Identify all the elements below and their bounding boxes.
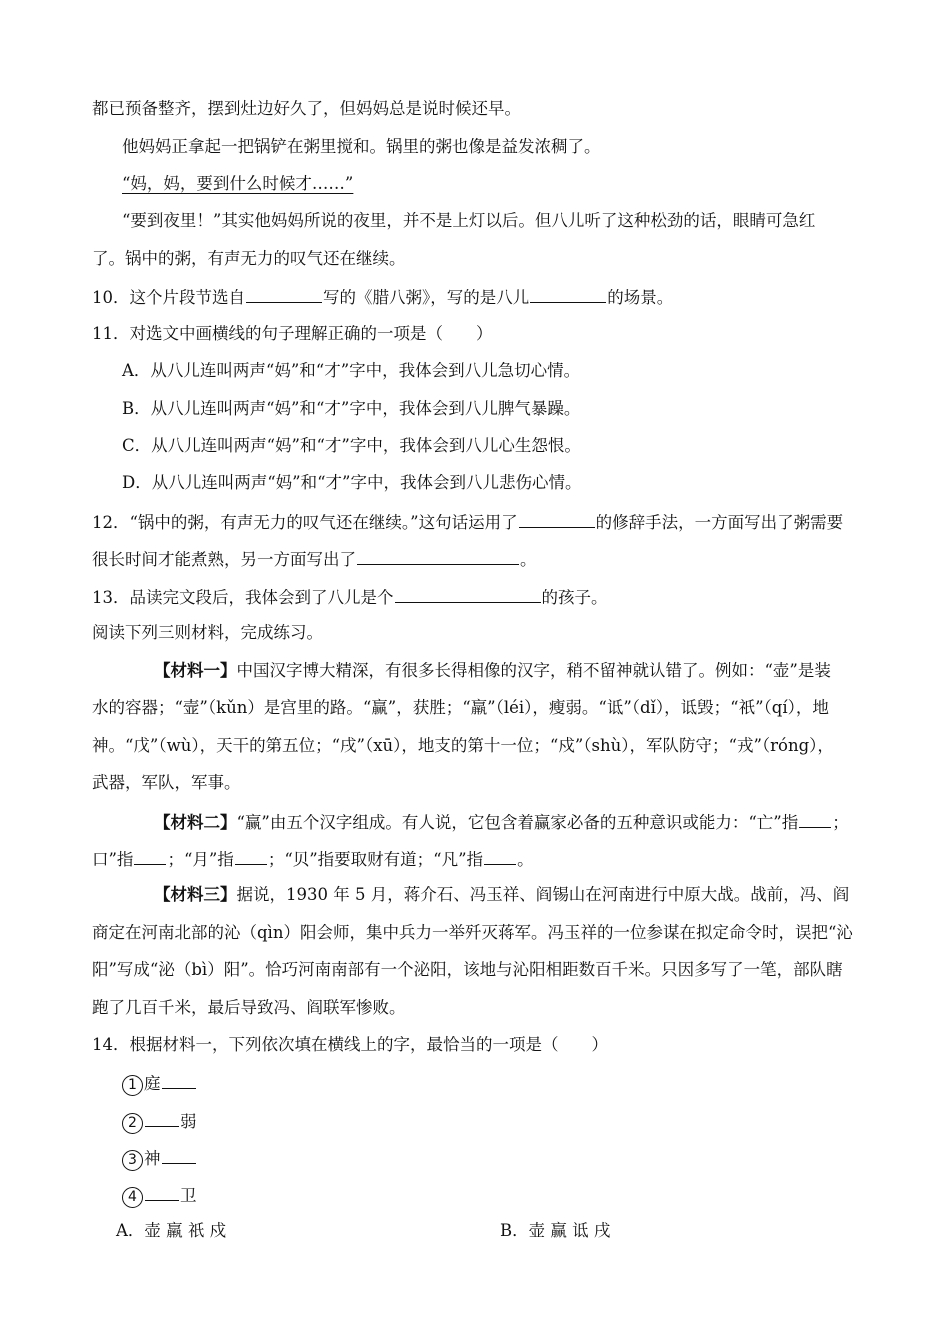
material-three-line: 跑了几百千米，最后导致冯、阎联军惨败。 bbox=[92, 998, 406, 1017]
material-two-line: 口”指 ；“月”指 ；“贝”指要取财有道；“凡”指 。 bbox=[92, 847, 534, 871]
passage-line: “要到夜里！”其实他妈妈所说的夜里，并不是上灯以后。但八儿听了这种松劲的话，眼睛可急红 bbox=[122, 211, 816, 230]
answer-blank[interactable] bbox=[799, 810, 831, 828]
material-tag: 【材料一】 bbox=[154, 661, 237, 680]
material-two: 【材料二】“赢”由五个汉字组成。有人说，它包含着赢家必备的五种意识或能力：“亡”指 ； bbox=[154, 810, 849, 834]
underlined-sentence: “妈，妈，要到什么时候才……” bbox=[122, 174, 354, 193]
material-one-line: 水的容器；“壸”（kǔn）是宫里的路。“赢”，获胜；“羸”（léi），瘦弱。“诋”（dǐ），诋毁；“祇”（qí），地 bbox=[92, 698, 829, 717]
material-tag: 【材料二】 bbox=[154, 813, 237, 832]
material-tag: 【材料三】 bbox=[154, 885, 237, 904]
circled-number: 3 bbox=[122, 1150, 143, 1171]
question-13: 13．品读完文段后，我体会到了八儿是个 的孩子。 bbox=[92, 585, 608, 609]
answer-blank[interactable] bbox=[145, 1109, 179, 1127]
passage-line: 他妈妈正拿起一把锅铲在粥里搅和。锅里的粥也像是益发浓稠了。 bbox=[122, 137, 601, 156]
passage-line: 都已预备整齐，摆到灶边好久了，但妈妈总是说时候还早。 bbox=[92, 99, 521, 118]
q14-item-4: 4 卫 bbox=[122, 1183, 197, 1208]
q14-item-2: 2 弱 bbox=[122, 1109, 197, 1134]
answer-blank[interactable] bbox=[484, 847, 516, 865]
material-three-line: 商定在河南北部的沁（qìn）阳会师，集中兵力一举歼灭蒋军。冯玉祥的一位参谋在拟定命令时，误把“沁 bbox=[92, 923, 853, 942]
answer-blank[interactable] bbox=[246, 285, 322, 303]
option-d[interactable]: D．从八儿连叫两声“妈”和“才”字中，我体会到八儿悲伤心情。 bbox=[122, 473, 582, 492]
question-12-cont: 很长时间才能煮熟，另一方面写出了 。 bbox=[92, 547, 537, 571]
option-b[interactable]: B．从八儿连叫两声“妈”和“才”字中，我体会到八儿脾气暴躁。 bbox=[122, 399, 581, 418]
q14-item-3: 3 神 bbox=[122, 1146, 197, 1171]
materials-intro: 阅读下列三则材料，完成练习。 bbox=[92, 623, 323, 642]
material-one-line: 神。“戊”（wù），天干的第五位；“戌”（xū），地支的第十一位；“戍”（shù），军队防守；“戎”（róng）， bbox=[92, 736, 834, 755]
answer-blank[interactable] bbox=[162, 1146, 196, 1164]
question-11-stem: 11．对选文中画横线的句子理解正确的一项是（ ） bbox=[92, 324, 493, 343]
question-14-stem: 14．根据材料一，下列依次填在横线上的字，最恰当的一项是（ ） bbox=[92, 1035, 608, 1054]
answer-blank[interactable] bbox=[235, 847, 267, 865]
passage-line: 了。锅中的粥，有声无力的叹气还在继续。 bbox=[92, 249, 406, 268]
material-one-line: 武器，军队，军事。 bbox=[92, 773, 241, 792]
material-three: 【材料三】据说，1930 年 5 月，蒋介石、冯玉祥、阎锡山在河南进行中原大战。战前，冯、阎 bbox=[154, 885, 850, 904]
material-three-line: 阳”写成“泌（bì）阳”。恰巧河南南部有一个泌阳，该地与沁阳相距数百千米。只因多写了一笔，部队瞎 bbox=[92, 960, 843, 979]
q14-item-1: 1 庭 bbox=[122, 1071, 197, 1096]
answer-blank[interactable] bbox=[357, 547, 519, 565]
option-b[interactable]: B．壶 赢 诋 戌 bbox=[500, 1221, 611, 1240]
circled-number: 2 bbox=[122, 1113, 143, 1134]
material-one: 【材料一】中国汉字博大精深，有很多长得相像的汉字，稍不留神就认错了。例如：“壶”是装 bbox=[154, 661, 831, 680]
question-10: 10．这个片段节选自 写的《腊八粥》，写的是八儿 的场景。 bbox=[92, 285, 673, 309]
answer-blank[interactable] bbox=[162, 1071, 196, 1089]
answer-blank[interactable] bbox=[145, 1183, 179, 1201]
circled-number: 4 bbox=[122, 1187, 143, 1208]
answer-blank[interactable] bbox=[134, 847, 166, 865]
option-c[interactable]: C．从八儿连叫两声“妈”和“才”字中，我体会到八儿心生怨恨。 bbox=[122, 436, 581, 455]
answer-blank[interactable] bbox=[395, 585, 541, 603]
question-12: 12．“锅中的粥，有声无力的叹气还在继续。”这句话运用了 的修辞手法，一方面写出了粥需要 bbox=[92, 510, 843, 534]
answer-blank[interactable] bbox=[530, 285, 606, 303]
circled-number: 1 bbox=[122, 1075, 143, 1096]
option-a[interactable]: A．壶 羸 祇 戍 bbox=[116, 1221, 227, 1240]
answer-blank[interactable] bbox=[519, 510, 595, 528]
option-a[interactable]: A．从八儿连叫两声“妈”和“才”字中，我体会到八儿急切心情。 bbox=[122, 361, 581, 380]
